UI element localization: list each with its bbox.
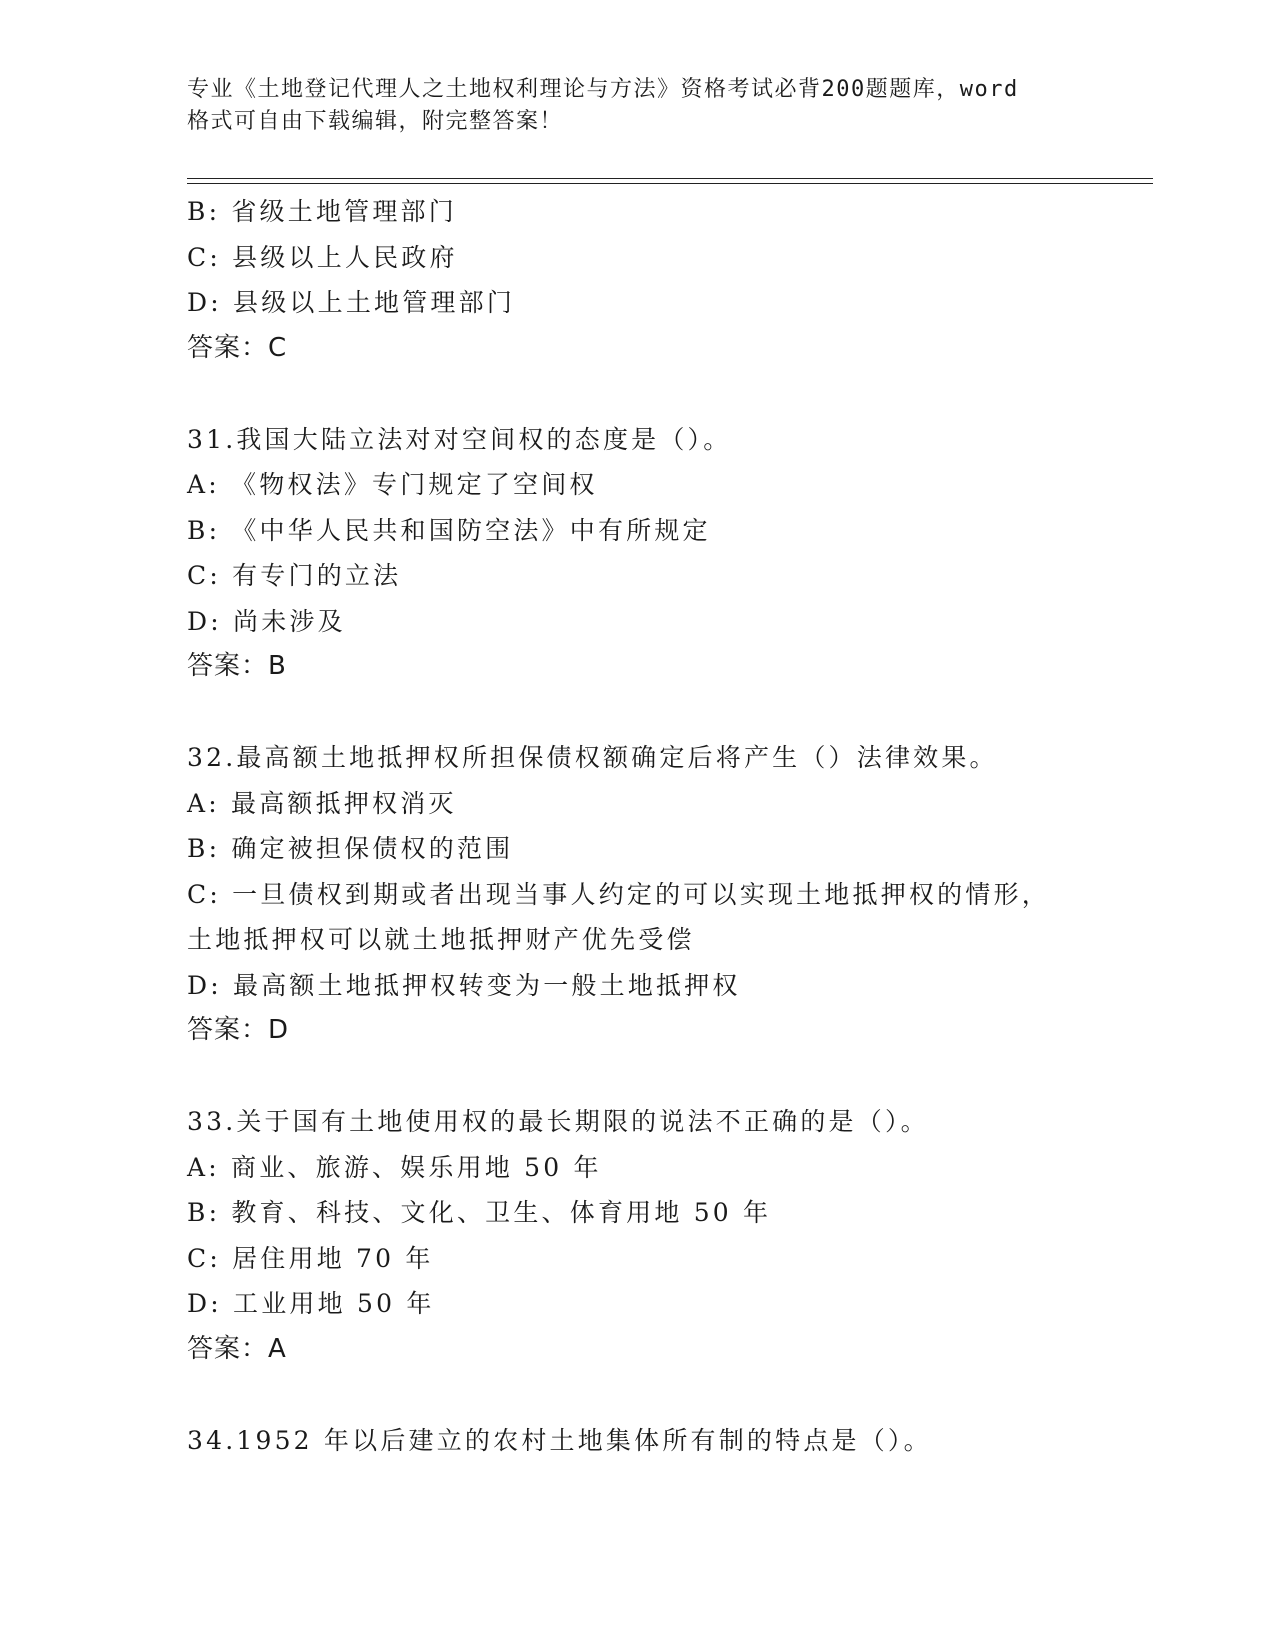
question-stem: 32.最高额土地抵押权所担保债权额确定后将产生（）法律效果。 bbox=[187, 743, 998, 772]
option-c: C: 县级以上人民政府 bbox=[187, 242, 458, 272]
header-line-2: 格式可自由下载编辑，附完整答案！ bbox=[187, 109, 564, 134]
spacer bbox=[187, 690, 1087, 736]
option-d: D: 尚未涉及 bbox=[187, 606, 346, 636]
header-line-1: 专业《土地登记代理人之土地权利理论与方法》资格考试必背200题题库，word bbox=[187, 77, 1019, 102]
question-32 bbox=[187, 735, 1087, 1054]
question-34 bbox=[187, 1418, 1087, 1464]
answer: 答案：B bbox=[187, 651, 287, 681]
option-c: C: 居住用地 70 年 bbox=[187, 1243, 434, 1273]
question-list bbox=[187, 189, 1087, 1463]
answer: 答案：C bbox=[187, 332, 288, 363]
option-a: A: 《物权法》专门规定了空间权 bbox=[187, 470, 598, 499]
question-stem: 31.我国大陆立法对对空间权的态度是（）。 bbox=[187, 424, 732, 454]
option-c-continued: 土地抵押权可以就土地抵押财产优先受偿 bbox=[187, 925, 695, 954]
option-b: B: 省级土地管理部门 bbox=[187, 197, 457, 226]
option-b: B: 教育、科技、文化、卫生、体育用地 50 年 bbox=[187, 1198, 772, 1227]
option-c: C: 有专门的立法 bbox=[187, 561, 402, 590]
option-d: D: 工业用地 50 年 bbox=[187, 1289, 435, 1318]
option-c: C: 一旦债权到期或者出现当事人约定的可以实现土地抵押权的情形， bbox=[187, 879, 1050, 909]
option-a: A: 最高额抵押权消灭 bbox=[187, 788, 457, 818]
spacer bbox=[187, 1054, 1087, 1100]
question-31 bbox=[187, 417, 1087, 690]
header-rule-top bbox=[187, 178, 1153, 179]
spacer bbox=[187, 1372, 1087, 1418]
option-a: A: 商业、旅游、娱乐用地 50 年 bbox=[187, 1152, 602, 1182]
option-b: B: 《中华人民共和国防空法》中有所规定 bbox=[187, 515, 711, 545]
header-rule-bottom bbox=[187, 183, 1153, 184]
question-30 bbox=[187, 189, 1087, 371]
answer: 答案：D bbox=[187, 1015, 290, 1045]
question-33 bbox=[187, 1099, 1087, 1372]
question-stem: 34.1952 年以后建立的农村土地集体所有制的特点是（）。 bbox=[187, 1425, 932, 1455]
answer: 答案：A bbox=[187, 1333, 287, 1364]
question-stem: 33.关于国有土地使用权的最长期限的说法不正确的是（）。 bbox=[187, 1107, 929, 1136]
spacer bbox=[187, 371, 1087, 417]
option-b: B: 确定被担保债权的范围 bbox=[187, 834, 514, 863]
document-header bbox=[187, 74, 1067, 138]
option-d: D: 最高额土地抵押权转变为一般土地抵押权 bbox=[187, 970, 741, 1000]
option-d: D: 县级以上土地管理部门 bbox=[187, 288, 516, 317]
